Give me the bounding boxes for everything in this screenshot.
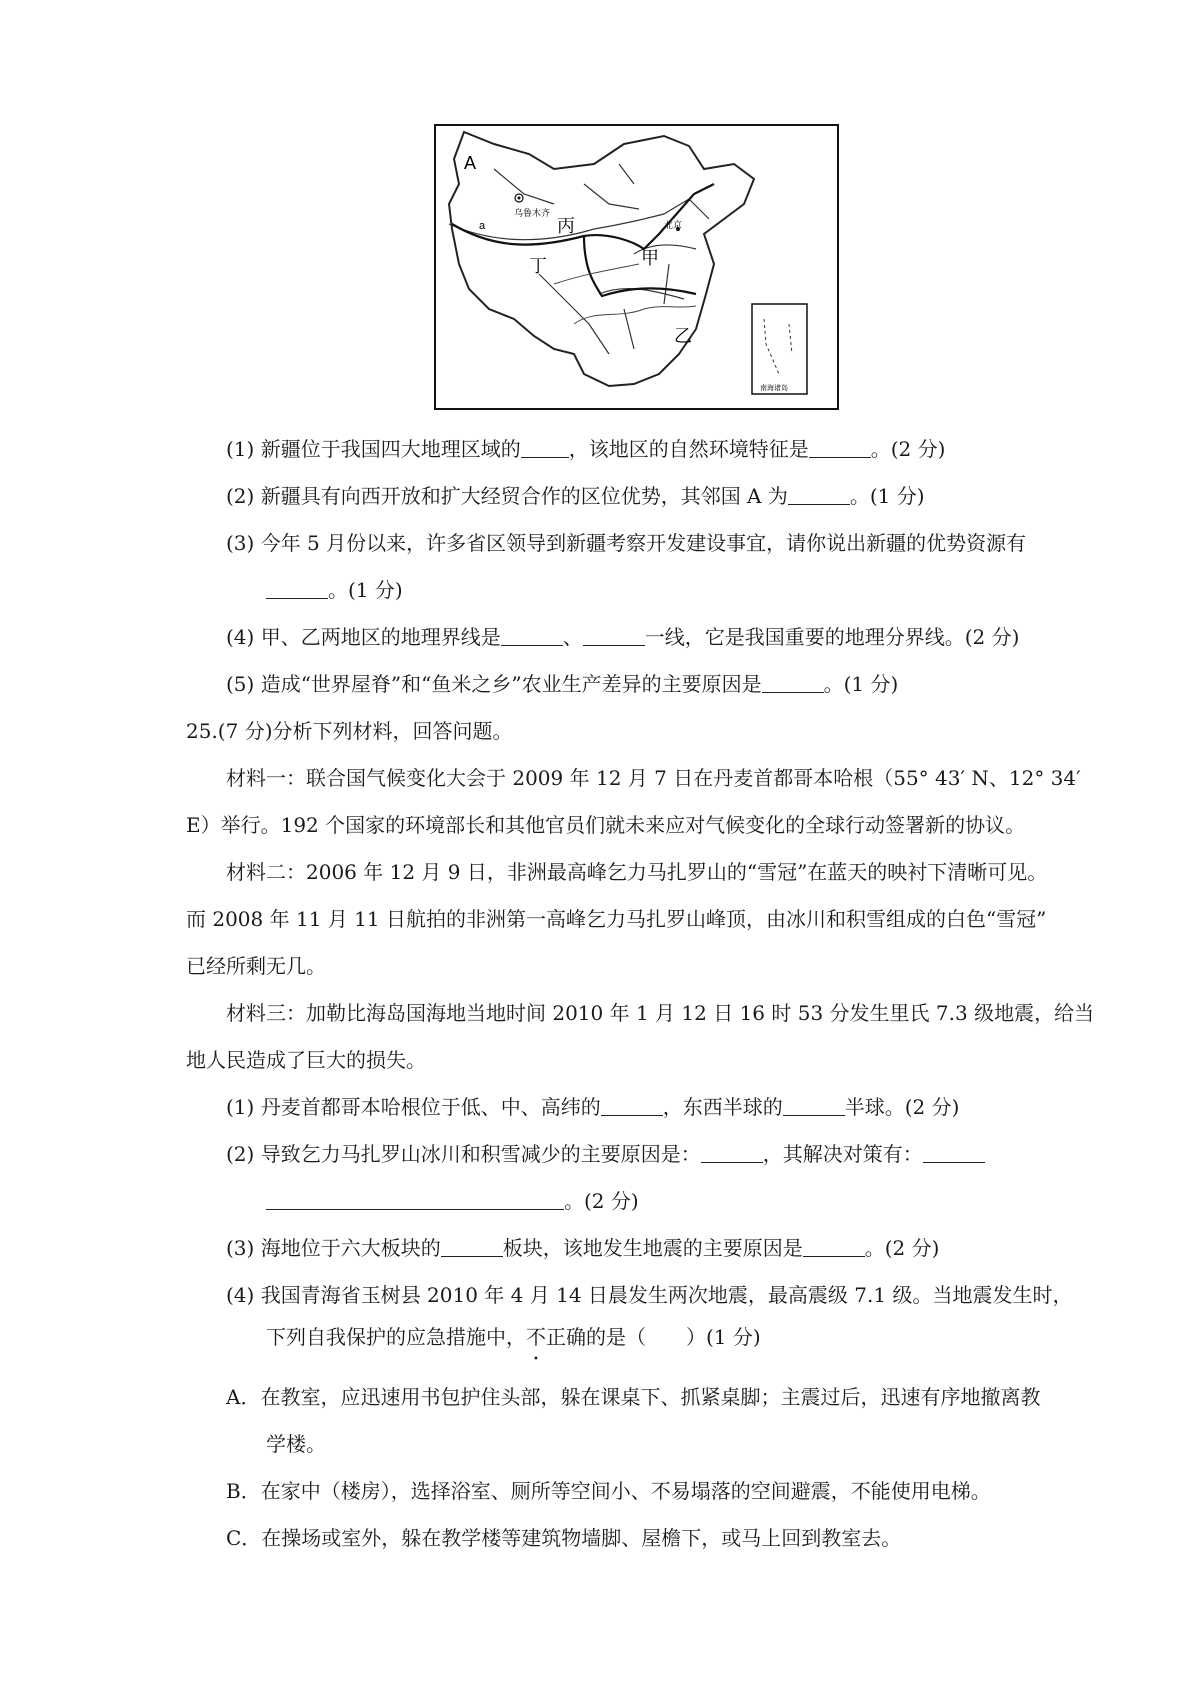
option-c: C．在操场或室外，躲在教学楼等建筑物墙脚、屋檐下，或马上回到教室去。 [226, 1526, 902, 1550]
q25-item-2-cont [266, 1188, 639, 1214]
material-2-line-1: 材料二：2006 年 12 月 9 日，非洲最高峰乞力马扎罗山的“雪冠”在蓝天的映衬下清晰可见。 [226, 860, 1048, 884]
answer-blank[interactable] [803, 1236, 865, 1257]
option-b: B．在家中（楼房），选择浴室、厕所等空间小、不易塌落的空间避震，不能使用电梯。 [226, 1479, 991, 1503]
q25-item-4 [226, 1282, 1072, 1308]
item-text: ，该地区的自然环境特征是 [568, 437, 809, 461]
item-text: ，东西半球的 [662, 1095, 783, 1119]
answer-blank[interactable] [783, 1095, 845, 1116]
q25-item-1 [226, 1094, 959, 1120]
item-number: (4) [226, 1283, 255, 1307]
item-number: (3) [226, 1236, 255, 1260]
item-text: 。(2 分) [564, 1189, 639, 1213]
material-1-line-1: 材料一：联合国气候变化大会于 2009 年 12 月 7 日在丹麦首都哥本哈根（55° 43′ N、12° 34′ [226, 766, 1081, 790]
q25-heading: 25.(7 分)分析下列材料，回答问题。 [186, 719, 513, 743]
answer-blank[interactable] [583, 625, 645, 646]
label-beijing: 北京 [664, 221, 683, 231]
item-text: 新疆具有向西开放和扩大经贸合作的区位优势，其邻国 A 为 [260, 484, 788, 508]
item-number: (2) [226, 1142, 255, 1166]
item-text: 新疆位于我国四大地理区域的 [260, 437, 521, 461]
label-inset: 南海诸岛 [760, 384, 788, 392]
q24-item-3 [226, 530, 1026, 556]
item-text: 板块，该地发生地震的主要原因是 [502, 1236, 803, 1260]
item-text: 造成“世界屋脊”和“鱼米之乡”农业生产差异的主要原因是 [260, 672, 762, 696]
label-urumqi: 乌鲁木齐 [514, 209, 551, 219]
answer-blank[interactable] [521, 437, 569, 458]
china-map-figure [434, 124, 839, 410]
label-bing: 丙 [557, 216, 575, 237]
q24-item-3-cont [266, 577, 403, 603]
answer-blank[interactable] [601, 1095, 663, 1116]
answer-blank[interactable] [266, 578, 328, 599]
item-text: 。(2 分) [870, 437, 946, 461]
item-number: (3) [226, 531, 255, 555]
item-text: 海地位于六大板块的 [260, 1236, 441, 1260]
item-text: 。(1 分) [328, 578, 403, 602]
answer-blank[interactable] [762, 672, 824, 693]
item-text: 丹麦首都哥本哈根位于低、中、高纬的 [260, 1095, 601, 1119]
emphasis-dot-text: 不 [526, 1325, 546, 1349]
item-number: (4) [226, 625, 255, 649]
item-text: 。(2 分) [864, 1236, 940, 1260]
item-text: 一线，它是我国重要的地理分界线。(2 分) [644, 625, 1020, 649]
label-country-a: A [464, 153, 477, 173]
label-ding: 丁 [529, 256, 547, 277]
answer-blank[interactable] [923, 1142, 985, 1163]
option-a-line-2: 学楼。 [266, 1432, 326, 1456]
item-text: ，其解决对策有： [762, 1142, 923, 1166]
q25-item-3 [226, 1235, 939, 1261]
item-text: 。(1 分) [823, 672, 899, 696]
item-text: 正确的是（ [546, 1325, 646, 1349]
q24-item-2 [226, 483, 925, 509]
item-text: 甲、乙两地区的地理界线是 [260, 625, 501, 649]
q25-item-2 [226, 1141, 985, 1167]
material-1-line-2: E）举行。192 个国家的环境部长和其他官员们就未来应对气候变化的全球行动签署新的协议。 [186, 813, 1026, 837]
q25-item-4-cont [266, 1324, 761, 1350]
item-text: 今年 5 月份以来，许多省区领导到新疆考察开发建设事宜，请你说出新疆的优势资源有 [260, 531, 1027, 555]
material-3-line-1: 材料三：加勒比海岛国海地当地时间 2010 年 1 月 12 日 16 时 53 分发生里氏 7.3 级地震，给当 [226, 1001, 1095, 1025]
q24-item-4 [226, 624, 1019, 650]
answer-blank[interactable] [501, 625, 563, 646]
answer-blank[interactable] [441, 1236, 503, 1257]
q24-item-5 [226, 671, 898, 697]
item-number: (1) [226, 437, 255, 461]
material-3-line-2: 地人民造成了巨大的损失。 [186, 1048, 426, 1072]
q24-item-1 [226, 436, 945, 462]
item-text: 导致乞力马扎罗山冰川和积雪减少的主要原因是： [260, 1142, 701, 1166]
item-text: ）(1 分) [686, 1325, 761, 1349]
item-text: 下列自我保护的应急措施中， [266, 1325, 526, 1349]
answer-blank[interactable] [809, 437, 871, 458]
item-text: 。(1 分) [849, 484, 925, 508]
item-number: (2) [226, 484, 255, 508]
answer-blank[interactable] [701, 1142, 763, 1163]
label-jia: 甲 [641, 248, 659, 269]
material-2-line-2: 而 2008 年 11 月 11 日航拍的非洲第一高峰乞力马扎罗山峰顶，由冰川和积雪组成的白色“雪冠” [186, 907, 1047, 931]
item-number: (1) [226, 1095, 255, 1119]
answer-blank[interactable] [788, 484, 850, 505]
item-number: (5) [226, 672, 255, 696]
answer-blank[interactable] [266, 1189, 564, 1210]
item-text: 半球。(2 分) [844, 1095, 960, 1119]
item-text: 我国青海省玉树县 2010 年 4 月 14 日晨发生两次地震，最高震级 7.1 级。当地震发生时， [260, 1283, 1073, 1307]
option-a-line-1: A．在教室，应迅速用书包护住头部，躲在课桌下、抓紧桌脚；主震过后，迅速有序地撤离教 [226, 1385, 1041, 1409]
material-2-line-3: 已经所剩无几。 [186, 954, 326, 978]
label-yi: 乙 [674, 326, 692, 347]
label-small-a: a [479, 220, 486, 232]
item-text: 、 [562, 625, 583, 649]
